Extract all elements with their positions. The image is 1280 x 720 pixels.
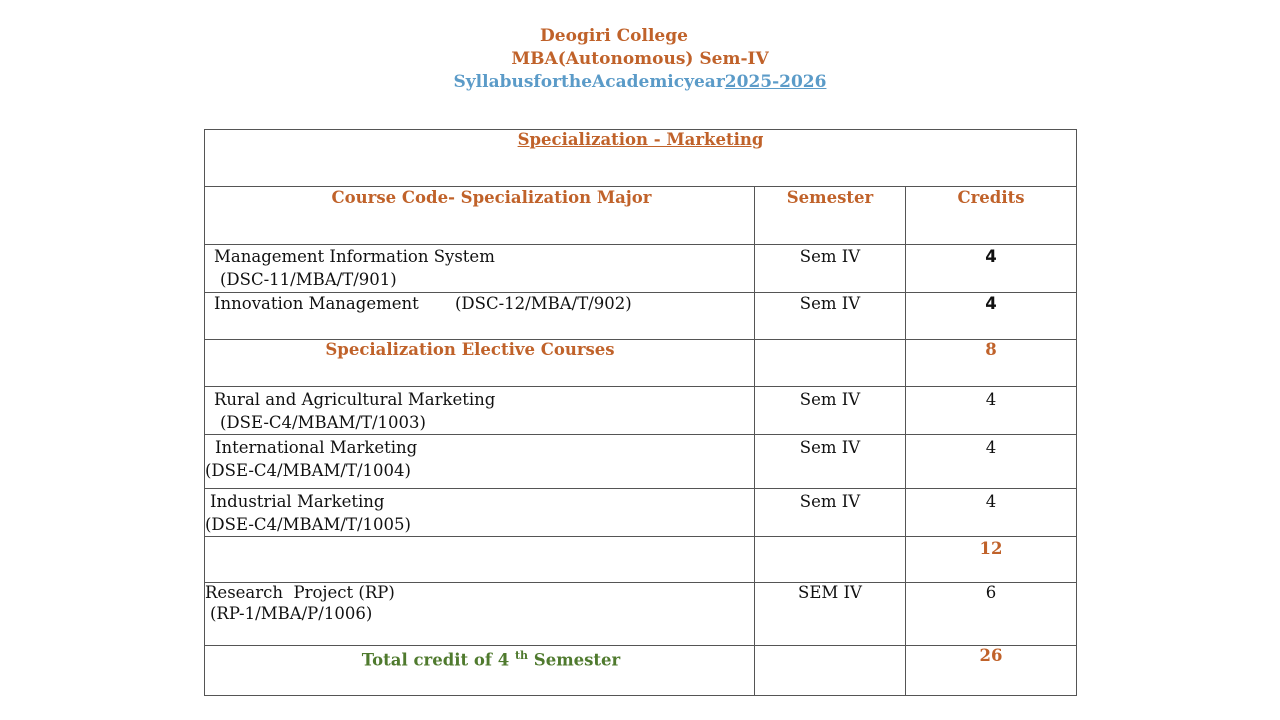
- program-title: MBA(Autonomous) Sem-IV: [511, 49, 769, 69]
- course-name: Rural and Agricultural Marketing: [214, 390, 496, 409]
- course-code: (DSE-C4/MBAM/T/1003): [220, 413, 426, 432]
- course-code: (DSE-C4/MBAM/T/1005): [205, 515, 411, 534]
- course-name: Management Information System: [214, 247, 495, 266]
- table-cell: [754, 339, 906, 387]
- course-semester: Sem IV: [799, 294, 861, 313]
- college-name: Deogiri College: [540, 26, 688, 46]
- course-name: International Marketing: [215, 438, 418, 457]
- total-label: Total credit of 4 $^{th}$ Semester: [361, 649, 621, 670]
- course-code: (DSE-C4/MBAM/T/1004): [205, 461, 411, 480]
- col-header-course: Course Code- Specialization Major: [331, 188, 652, 207]
- course-semester: SEM IV: [798, 583, 862, 602]
- course-semester: Sem IV: [799, 247, 861, 266]
- course-semester: Sem IV: [799, 390, 861, 409]
- col-header-credits: Credits: [957, 188, 1025, 207]
- course-name: Research Project (RP): [205, 583, 395, 602]
- course-semester: Sem IV: [799, 438, 861, 457]
- col-header-semester: Semester: [786, 188, 874, 207]
- syllabus-year: 2025-2026: [724, 72, 827, 92]
- course-semester: Sem IV: [799, 492, 861, 511]
- subtotal-credits: 12: [979, 539, 1003, 558]
- elective-header-credits: 8: [985, 340, 997, 359]
- course-credits: 4: [985, 390, 997, 409]
- total-label-sup: th: [514, 649, 529, 662]
- course-credits: 4: [985, 294, 997, 313]
- course-credits: 4: [985, 247, 997, 266]
- table-title: Specialization - Marketing: [517, 130, 764, 149]
- course-credits: 4: [985, 492, 997, 511]
- subtotal-row: [204, 536, 755, 583]
- course-code: (RP-1/MBA/P/1006): [210, 604, 373, 623]
- course-code: (DSC-11/MBA/T/901): [220, 270, 397, 289]
- course-name: Industrial Marketing: [210, 492, 385, 511]
- elective-header-label: Specialization Elective Courses: [325, 340, 615, 359]
- course-code: (DSC-12/MBA/T/902): [455, 294, 632, 313]
- syllabus-prefix: SyllabusfortheAcademicyear: [453, 72, 725, 92]
- total-credits: 26: [979, 646, 1003, 665]
- course-name: Innovation Management: [214, 294, 419, 313]
- course-credits: 6: [985, 583, 997, 602]
- course-credits: 4: [985, 438, 997, 457]
- table-cell: [754, 536, 906, 583]
